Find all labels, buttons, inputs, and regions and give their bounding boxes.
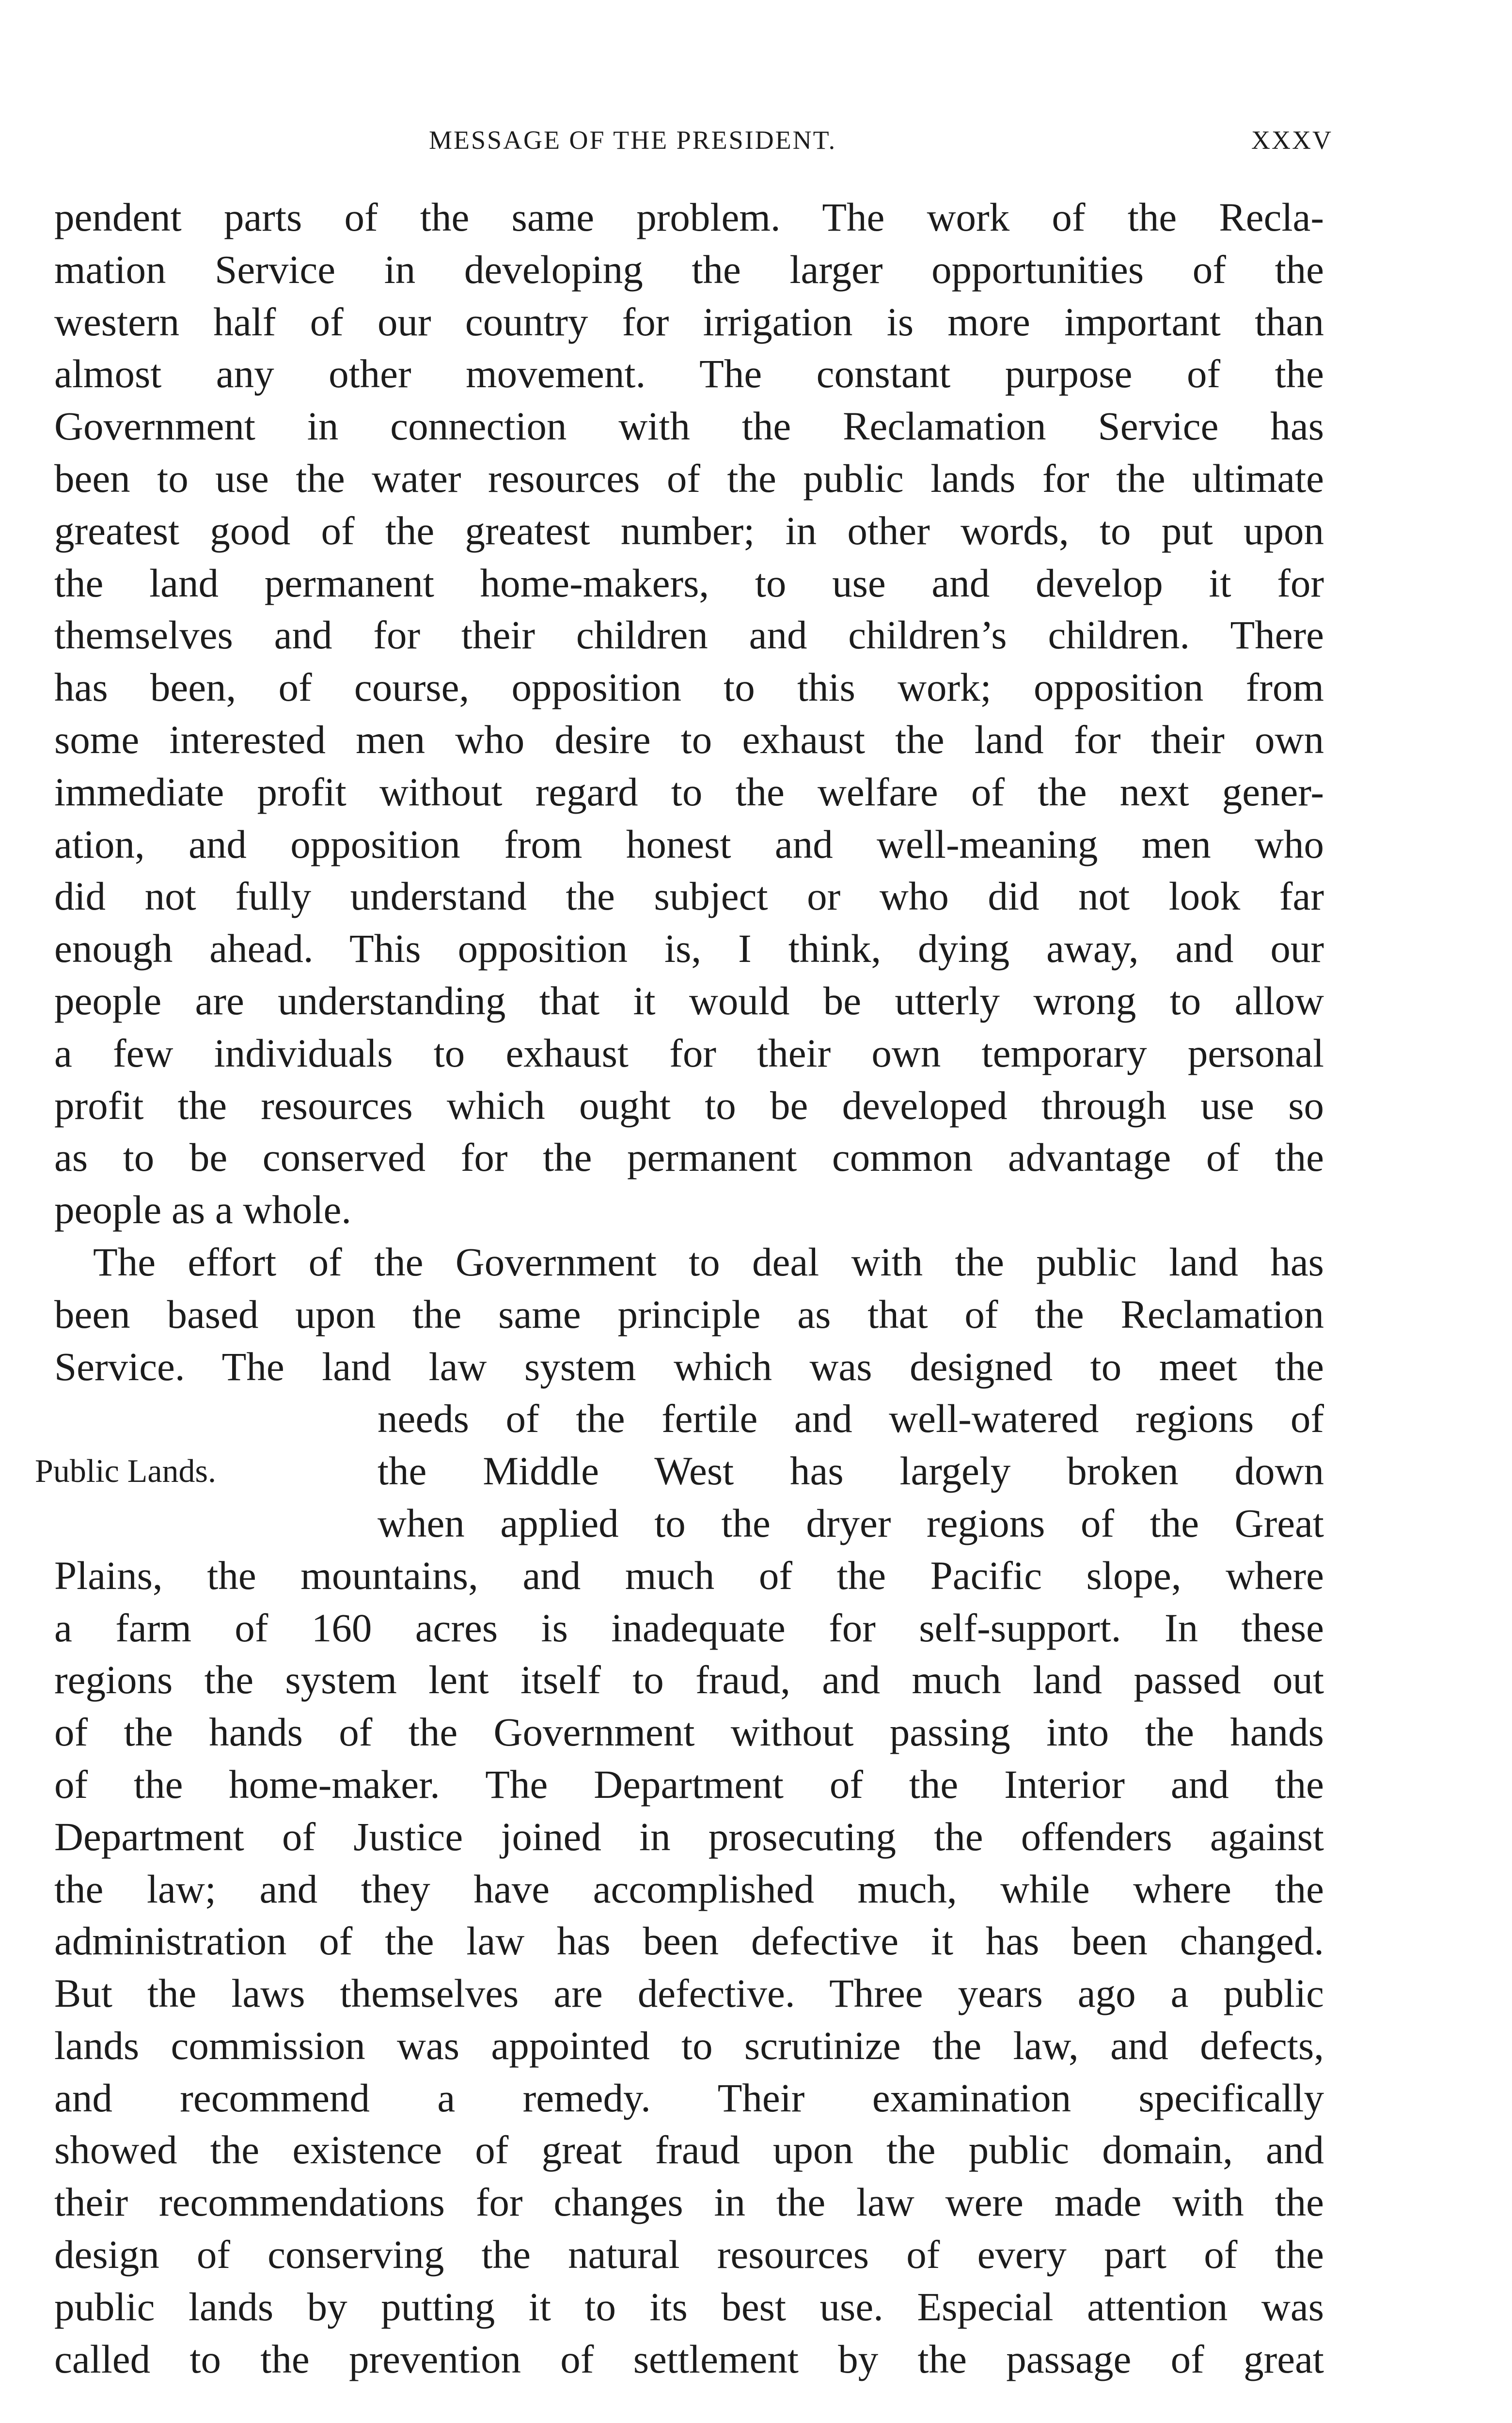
sidenote-public-lands: Public Lands.: [35, 1452, 216, 1490]
text-line: pendent parts of the same problem. The work of the Recla-: [54, 195, 1324, 239]
text-line: the Middle West has largely broken down: [378, 1448, 1324, 1494]
text-line: when applied to the dryer regions of the Great: [378, 1500, 1324, 1545]
running-title: MESSAGE OF THE PRESIDENT.: [429, 126, 837, 155]
text-line: ation, and opposition from honest and well-meaning men who: [54, 821, 1324, 866]
text-line: their recommendations for changes in the law were made with the: [54, 2180, 1324, 2225]
text-line: immediate profit without regard to the welfare of the next gener-: [54, 769, 1324, 814]
text-line: showed the existence of great fraud upon the public domain, and: [54, 2127, 1324, 2172]
text-line: a farm of 160 acres is inadequate for self-support. In these: [54, 1605, 1324, 1650]
notch-row: [35, 1445, 1324, 1497]
text-line: been based upon the same principle as that of the Reclamation: [54, 1291, 1324, 1337]
text-line: a few individuals to exhaust for their own temporary personal: [54, 1030, 1324, 1075]
body-text: [35, 191, 1324, 2385]
text-line: some interested men who desire to exhaust the land for their own: [54, 717, 1324, 762]
text-line: has been, of course, opposition to this work; opposition from: [54, 665, 1324, 710]
text-line: and recommend a remedy. Their examination specifically: [54, 2075, 1324, 2120]
text-line: western half of our country for irrigation is more important than: [54, 299, 1324, 344]
text-line: needs of the fertile and well-watered regions of: [378, 1396, 1324, 1441]
text-line: public lands by putting it to its best use. Especial attention was: [54, 2284, 1324, 2329]
text-line: of the home-maker. The Department of the Interior and the: [54, 1762, 1324, 1807]
text-line: regions the system lent itself to fraud, and much land passed out: [54, 1657, 1324, 1702]
text-line: called to the prevention of settlement by the passage of great: [54, 2336, 1324, 2381]
running-head: [0, 125, 1512, 164]
text-line: Department of Justice joined in prosecuting the offenders against: [54, 1814, 1324, 1859]
text-line: people as a whole.: [54, 1187, 352, 1232]
text-line: The effort of the Government to deal with the public land has: [93, 1239, 1324, 1284]
page-number: XXXV: [1251, 126, 1333, 155]
text-line: design of conserving the natural resources of every part of the: [54, 2232, 1324, 2277]
notch-row: [54, 1393, 1324, 1445]
text-line: did not fully understand the subject or who did not look far: [54, 874, 1324, 919]
text-line: Government in connection with the Reclamation Service has: [54, 404, 1324, 449]
text-line: the land permanent home-makers, to use and develop it for: [54, 560, 1324, 605]
text-line: Plains, the mountains, and much of the Pacific slope, where: [54, 1553, 1324, 1598]
text-line: people are understanding that it would be utterly wrong to allow: [54, 978, 1324, 1023]
text-line: administration of the law has been defective it has been changed.: [54, 1919, 1324, 1964]
text-line: mation Service in developing the larger opportunities of the: [54, 247, 1324, 292]
text-line: greatest good of the greatest number; in other words, to put upon: [54, 508, 1324, 553]
text-line: been to use the water resources of the public lands for the ultimate: [54, 456, 1324, 501]
text-line: the law; and they have accomplished much, while where the: [54, 1866, 1324, 1911]
text-line: profit the resources which ought to be developed through use so: [54, 1083, 1324, 1128]
text-line: But the laws themselves are defective. Three years ago a public: [54, 1971, 1324, 2016]
text-line: of the hands of the Government without passing into the hands: [54, 1710, 1324, 1755]
notch-row: [54, 1497, 1324, 1550]
text-line: themselves and for their children and children’s children. There: [54, 613, 1324, 658]
text-line: lands commission was appointed to scrutinize the law, and defects,: [54, 2023, 1324, 2068]
paragraph: [54, 191, 1324, 1236]
text-line: as to be conserved for the permanent common advantage of the: [54, 1135, 1324, 1180]
text-line: almost any other movement. The constant purpose of the: [54, 351, 1324, 396]
text-line: Service. The land law system which was designed to meet the: [54, 1344, 1324, 1389]
text-line: enough ahead. This opposition is, I think, dying away, and our: [54, 926, 1324, 971]
paragraph: [35, 1236, 1324, 2386]
